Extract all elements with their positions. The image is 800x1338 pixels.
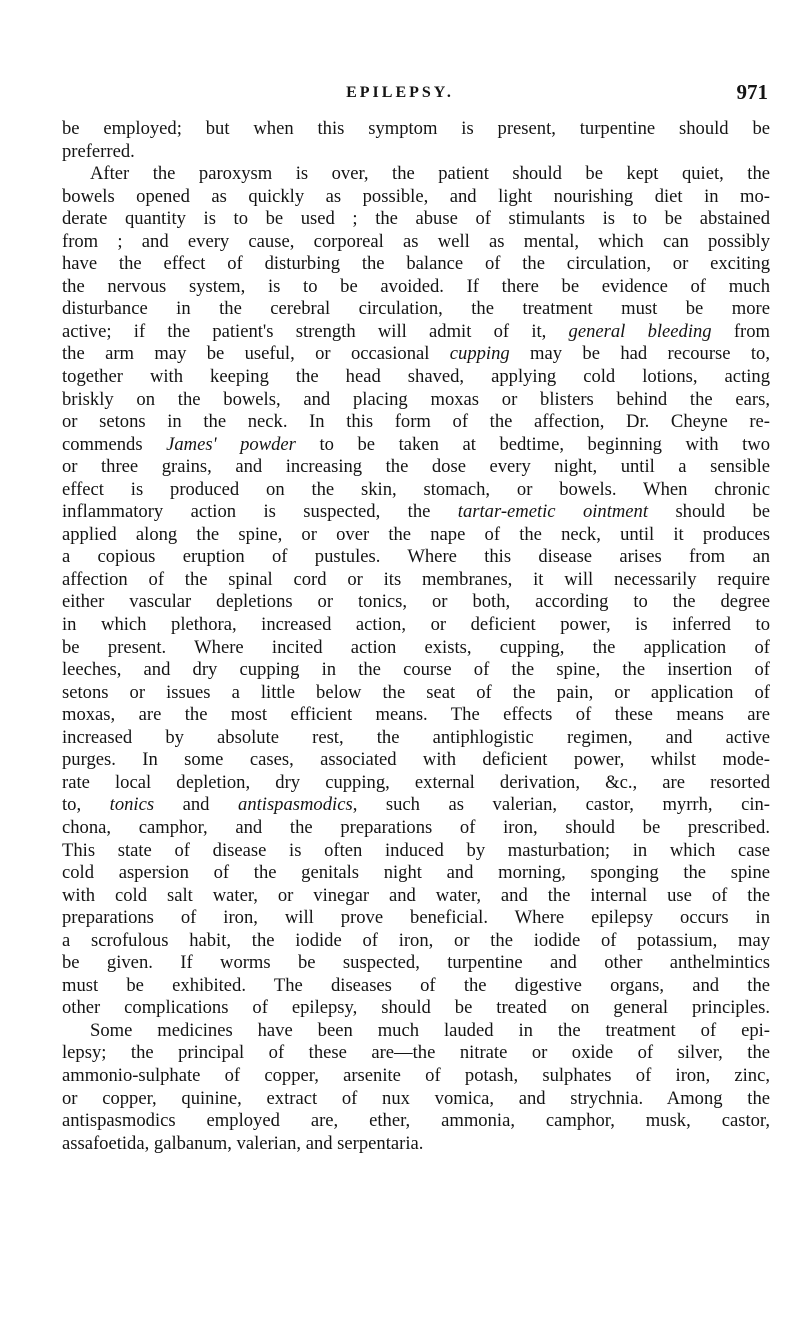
text-run: other complications of epilepsy, should be treated on general principles.	[62, 997, 770, 1019]
text-line	[62, 591, 770, 614]
text-run: ammonio-sulphate of copper, arsenite of potash, sulphates of iron, zinc,	[62, 1064, 770, 1086]
text-line	[62, 141, 770, 164]
text-line	[62, 704, 770, 727]
text-run: effect is produced on the skin, stomach, or bowels. When chronic	[62, 478, 770, 500]
running-title: EPILEPSY.	[346, 84, 454, 101]
text-run: a copious eruption of pustules. Where this disease arises from an	[62, 546, 770, 568]
text-run: may be had recourse to,	[509, 343, 770, 365]
italic-term: antispasmodics	[238, 794, 353, 816]
body-text	[62, 118, 770, 1155]
text-run: , such as valerian, castor, myrrh, cin-	[352, 794, 770, 816]
text-line	[62, 253, 770, 276]
text-line	[62, 1020, 770, 1043]
text-run: the arm may be useful, or occasional	[62, 343, 450, 365]
text-run: bowels opened as quickly as possible, and light nourishing diet in mo-	[62, 185, 770, 207]
italic-term: cupping	[449, 343, 510, 365]
text-run: a scrofulous habit, the iodide of iron, or the iodide of potassium, may	[62, 929, 770, 951]
text-line	[62, 659, 770, 682]
text-line	[62, 366, 770, 389]
text-run: briskly on the bowels, and placing moxas or blisters behind the ears,	[62, 388, 770, 410]
text-run: in which plethora, increased action, or deficient power, is inferred to	[62, 614, 770, 636]
text-run: should be	[648, 501, 771, 523]
text-line	[62, 1110, 770, 1133]
text-run: from	[711, 320, 770, 342]
text-line	[62, 1065, 770, 1088]
text-run: setons or issues a little below the seat of the pain, or application of	[62, 681, 770, 703]
text-line	[62, 208, 770, 231]
text-run: preparations of iron, will prove beneficial. Where epilepsy occurs in	[62, 907, 770, 929]
page-number: 971	[736, 80, 768, 104]
text-run: purges. In some cases, associated with deficient power, whilst mode-	[62, 749, 770, 771]
text-line	[62, 614, 770, 637]
text-line	[62, 479, 770, 502]
text-line	[62, 794, 770, 817]
text-line	[62, 682, 770, 705]
text-run: must be exhibited. The diseases of the digestive organs, and the	[62, 974, 770, 996]
text-line	[62, 411, 770, 434]
text-run: applied along the spine, or over the nape of the neck, until it produces	[62, 523, 770, 545]
text-run: antispasmodics employed are, ether, ammonia, camphor, musk, castor,	[62, 1110, 770, 1132]
text-line	[62, 952, 770, 975]
text-run: commends	[62, 433, 167, 455]
text-line	[62, 997, 770, 1020]
text-run: to be taken at bedtime, beginning with two	[295, 433, 770, 455]
text-run: have the effect of disturbing the balance of the circulation, or exciting	[62, 253, 770, 275]
italic-term: James' powder	[166, 433, 296, 455]
text-run: cold aspersion of the genitals night and morning, sponging the spine	[62, 862, 770, 884]
text-line	[62, 186, 770, 209]
text-line	[62, 749, 770, 772]
text-run: preferred.	[62, 140, 135, 162]
text-line	[62, 231, 770, 254]
italic-term: tonics	[109, 794, 155, 816]
italic-term: general bleeding	[568, 320, 712, 342]
text-run: the nervous system, is to be avoided. If there be evidence of much	[62, 275, 770, 297]
italic-term: tartar-emetic ointment	[457, 501, 649, 523]
text-run: disturbance in the cerebral circulation, the treatment must be more	[62, 298, 770, 320]
text-run: to,	[62, 794, 110, 816]
text-line	[62, 862, 770, 885]
text-run: rate local depletion, dry cupping, external derivation, &c., are resorted	[62, 771, 770, 793]
text-run: or copper, quinine, extract of nux vomica, and strychnia. Among the	[62, 1087, 770, 1109]
text-line	[62, 389, 770, 412]
text-run: inflammatory action is suspected, the	[62, 501, 458, 523]
text-line	[62, 456, 770, 479]
text-run: with cold salt water, or vinegar and water, and the internal use of the	[62, 884, 770, 906]
text-line	[62, 637, 770, 660]
text-line	[62, 772, 770, 795]
text-run: chona, camphor, and the preparations of iron, should be prescribed.	[62, 816, 770, 838]
text-line	[62, 546, 770, 569]
text-run: leeches, and dry cupping in the course of the spine, the insertion of	[62, 659, 770, 681]
text-line	[62, 727, 770, 750]
text-run: from ; and every cause, corporeal as well as mental, which can possibly	[62, 230, 770, 252]
text-line	[62, 975, 770, 998]
text-run: and	[154, 794, 239, 816]
text-run: be given. If worms be suspected, turpentine and other anthelmintics	[62, 952, 770, 974]
text-line	[62, 1088, 770, 1111]
text-line	[62, 163, 770, 186]
text-run: Some medicines have been much lauded in the treatment of epi-	[90, 1019, 770, 1041]
text-run: be employed; but when this symptom is present, turpentine should be	[62, 118, 770, 139]
text-line	[62, 434, 770, 457]
text-run: derate quantity is to be used ; the abuse of stimulants is to be abstained	[62, 208, 770, 230]
text-line	[62, 840, 770, 863]
text-line	[62, 321, 770, 344]
text-line	[62, 1133, 770, 1156]
text-line	[62, 1042, 770, 1065]
text-line	[62, 524, 770, 547]
text-line	[62, 501, 770, 524]
text-run: affection of the spinal cord or its membranes, it will necessarily require	[62, 568, 770, 590]
text-line	[62, 907, 770, 930]
text-run: together with keeping the head shaved, applying cold lotions, acting	[62, 366, 770, 388]
text-run: or three grains, and increasing the dose every night, until a sensible	[62, 456, 770, 478]
text-line	[62, 930, 770, 953]
text-run: moxas, are the most efficient means. The effects of these means are	[62, 704, 770, 726]
text-line	[62, 569, 770, 592]
text-line	[62, 885, 770, 908]
text-line	[62, 817, 770, 840]
text-run: lepsy; the principal of these are—the nitrate or oxide of silver, the	[62, 1042, 770, 1064]
text-run: assafoetida, galbanum, valerian, and serpentaria.	[62, 1132, 424, 1154]
text-line	[62, 118, 770, 141]
text-line	[62, 298, 770, 321]
text-run: After the paroxysm is over, the patient should be kept quiet, the	[90, 163, 770, 185]
text-line	[62, 276, 770, 299]
text-run: active; if the patient's strength will admit of it,	[62, 320, 569, 342]
text-run: or setons in the neck. In this form of the affection, Dr. Cheyne re-	[62, 411, 770, 433]
text-line	[62, 343, 770, 366]
text-run: be present. Where incited action exists, cupping, the application of	[62, 636, 770, 658]
text-run: This state of disease is often induced by masturbation; in which case	[62, 839, 770, 861]
text-run: increased by absolute rest, the antiphlogistic regimen, and active	[62, 726, 770, 748]
text-run: either vascular depletions or tonics, or both, according to the degree	[62, 591, 770, 613]
